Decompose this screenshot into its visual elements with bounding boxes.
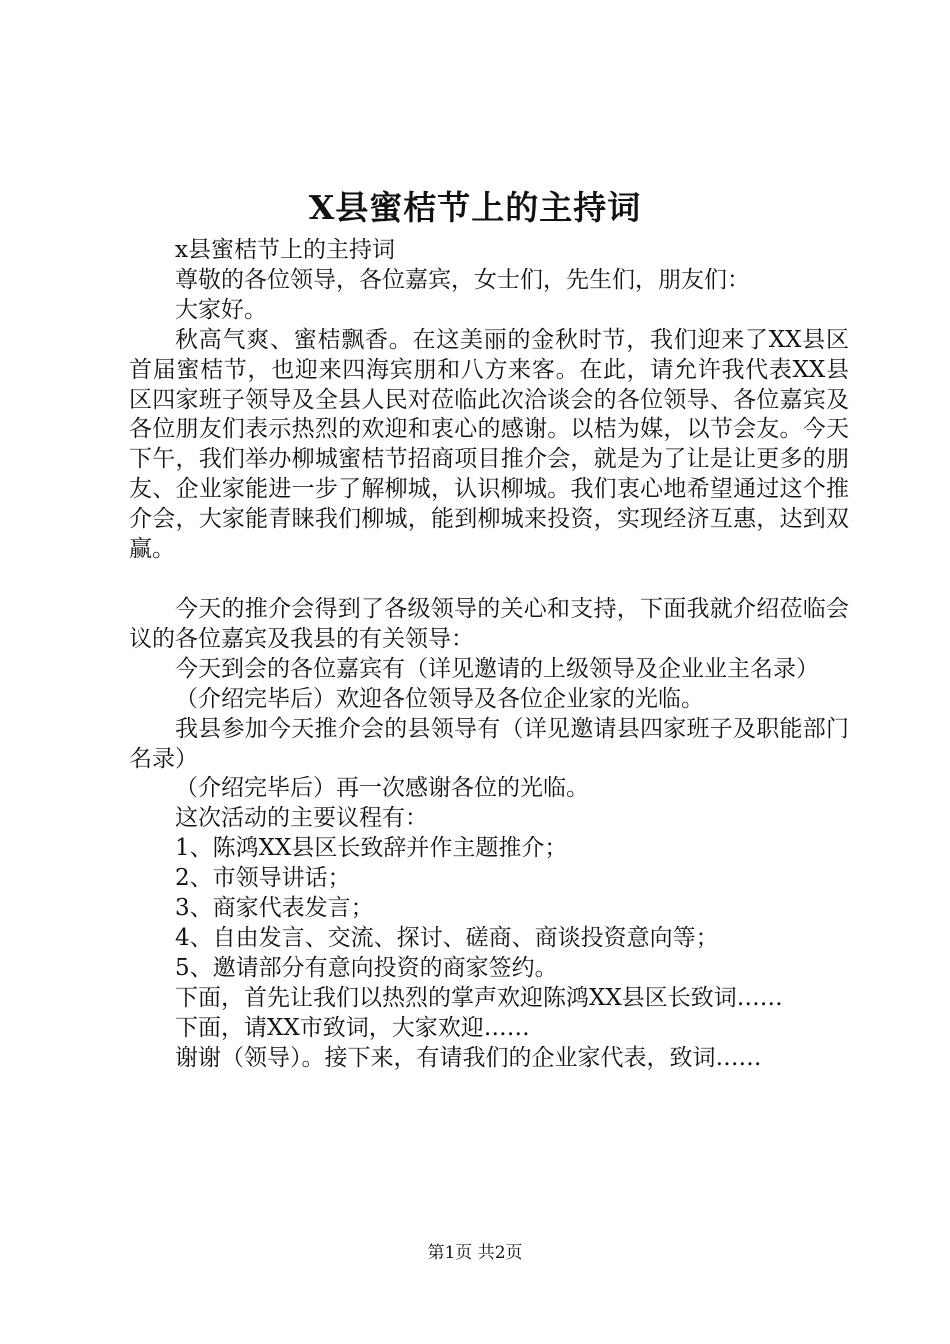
page-number-footer: 第1页 共2页 (427, 1243, 523, 1263)
paragraph-county-leaders: 我县参加今天推介会的县领导有（详见邀请县四家班子及职能部门名录） (129, 715, 849, 772)
paragraph-introduction: 今天的推介会得到了各级领导的关心和支持，下面我就介绍莅临会议的各位嘉宾及我县的有关领导： (129, 595, 849, 652)
paragraph-opening: 秋高气爽、蜜桔飘香。在这美丽的金秋时节，我们迎来了XX县区首届蜜桔节，也迎来四海宾朋和八方来客。在此，请允许我代表XX县区四家班子领导及全县人民对莅临此次洽谈会的各位领导、各位嘉宾及各位朋友们表示热烈的欢迎和衷心的感谢。以桔为媒，以节会友。今天下午，我们举办柳城蜜桔节招商项目推介会，就是为了让是让更多的朋友、企业家能进一步了解柳城，认识柳城。我们衷心地希望通过这个推介会，大家能青睐我们柳城，能到柳城来投资，实现经济互惠，达到双赢。 (129, 326, 849, 563)
paragraph-agenda-heading: 这次活动的主要议程有： (175, 805, 428, 832)
agenda-item: 1、陈鸿XX县区长致辞并作主题推介； (175, 835, 568, 862)
paragraph-entrepreneur-speech: 谢谢（领导）。接下来，有请我们的企业家代表，致词…… (175, 1044, 762, 1071)
agenda-item: 4、自由发言、交流、探讨、磋商、商谈投资意向等； (175, 924, 719, 951)
agenda-item: 3、商家代表发言； (175, 895, 374, 922)
paragraph-thanks: （介绍完毕后）再一次感谢各位的光临。 (175, 775, 589, 802)
paragraph-subtitle: x县蜜桔节上的主持词 (175, 237, 395, 263)
paragraph-guests: 今天到会的各位嘉宾有（详见邀请的上级领导及企业业主名录） (175, 655, 819, 682)
paragraph-welcome: （介绍完毕后）欢迎各位领导及各位企业家的光临。 (175, 685, 704, 712)
paragraph-greeting: 大家好。 (175, 296, 267, 323)
paragraph-city-speech: 下面，请XX市致词，大家欢迎…… (175, 1014, 530, 1041)
document-body (129, 236, 849, 1073)
agenda-item: 5、邀请部分有意向投资的商家签约。 (175, 954, 558, 981)
paragraph-salutation: 尊敬的各位领导，各位嘉宾，女士们，先生们，朋友们： (175, 266, 750, 293)
page-title: X县蜜桔节上的主持词 (308, 188, 642, 227)
paragraph-speech-intro: 下面，首先让我们以热烈的掌声欢迎陈鸿XX县区长致词…… (175, 984, 783, 1011)
agenda-item: 2、市领导讲话； (175, 865, 351, 892)
